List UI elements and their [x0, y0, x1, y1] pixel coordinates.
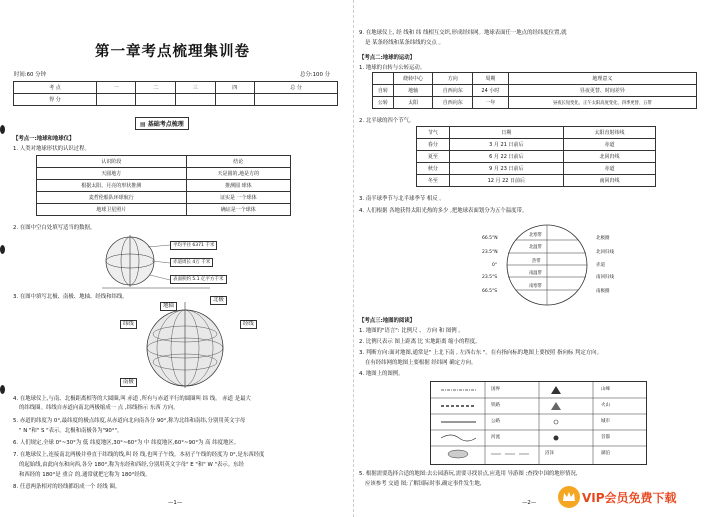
- zone-label: 北寒带: [529, 233, 542, 238]
- question-4: 4. 在地球仪上,与南、北极距离相等的大圆圈,叫 赤道 ,所有与赤道平行的圆圈叫 纬 线。 赤道 是最大: [13, 396, 251, 402]
- topic-heading: 【考点三:地图的阅读】: [359, 318, 416, 324]
- question-5-cont: " N "和" S "表示。北极和南极各为"90°"。: [19, 428, 123, 434]
- legend-label: 河流: [491, 435, 500, 440]
- map-legend-grid: [430, 381, 647, 465]
- question-5-cont: 应该参考 交通 图;了解国际时事,确定事件发生地,: [365, 481, 482, 487]
- vip-download-badge[interactable]: [552, 480, 708, 514]
- question-1: 1. 人类对地球形状的认识过程。: [13, 146, 90, 152]
- crown-icon: [558, 486, 580, 508]
- shape-history-table: 认识阶段 结论 天圆地方 天是圆的,地是方的 根据太阳、月亮的形状推测 推测圆 球体 麦哲伦船队环球航行 证实是 一个球体 地球卫星照片 确证是一个球体: [36, 155, 291, 216]
- diagram-label: 纬线: [120, 320, 137, 329]
- diagram-label: 地轴: [160, 302, 177, 311]
- solar-terms-table: 节气 日期 太阳直射纬线 春分 3 月 21 日前后 赤道 夏至 6 月 22 日前后 北回归线 秋分 9 月 23 日前后 赤道 冬至 12 月 22 日前后 南回归线: [416, 126, 656, 187]
- page-number: —2—: [522, 500, 537, 506]
- page-title: 第一章考点梳理集训卷: [95, 43, 250, 60]
- circle-label: 北回归线: [596, 250, 614, 255]
- zone-label: 南寒带: [529, 284, 542, 289]
- question-3-cont: 在有经纬网的地图上要根据 经纬网 确定方向。: [365, 360, 477, 366]
- question-4-cont: 的纬线圈。纬线自赤道向南北两极缩成一 点 ,纬线指示 东西 方向。: [19, 405, 179, 411]
- question-5: 5. 赤道的纬度为 0°,最纬度的极点纬度,从赤道向北向南各分 90°,称为北纬和南纬,分别用英文字母: [13, 418, 246, 424]
- zone-label: 南温带: [529, 271, 542, 276]
- score-header: 一: [96, 82, 136, 94]
- page-number: —1—: [168, 500, 183, 506]
- latitude-label: 66.5°N: [482, 236, 498, 241]
- legend-label: 公路: [491, 419, 500, 424]
- diagram-label: 北极: [210, 296, 227, 305]
- latitude-label: 23.5°S: [482, 275, 498, 280]
- earth-motion-table: 绕转中心 方向 周期 地理意义 自转 地轴 自西向东 24 小时 昼夜更替、时间差异 公转 太阳 自西向东 一年 昼夜长短变化、正午太阳高度变化、四季更替、五带: [372, 72, 697, 109]
- question-1: 1. 地图的"语言": 比例尺 、 方向 和 图例 。: [359, 328, 464, 334]
- question-1: 1. 地球的自转与公转运动。: [359, 65, 426, 71]
- latitude-label: 66.5°S: [482, 289, 498, 294]
- question-2: 2. 比例尺表示 图上距离 比 实地距离 缩小的程度。: [359, 339, 481, 345]
- legend-label: 山峰: [601, 387, 610, 392]
- latitude-label: 0°: [492, 263, 498, 268]
- binding-hole: [0, 125, 5, 134]
- globe-label: 表面积约 5.1 亿平方千米: [170, 275, 227, 284]
- question-5: 5. 根据需要选择合适的地图:去公园游玩,需要寻找景点,应选用 导游图 ;查找中国的地形情况,: [359, 471, 578, 477]
- globe-grid-diagram: [125, 300, 245, 390]
- question-9-cont: 是 某条经线和某条纬线的交点 。: [365, 40, 444, 46]
- book-icon: ▤: [140, 121, 146, 128]
- binding-hole: [0, 245, 5, 254]
- score-row-label: 得 分: [14, 94, 97, 106]
- section-banner: ▤ 基础考点梳理: [135, 117, 189, 130]
- legend-label: 沼泽: [545, 451, 554, 456]
- topic-heading: 【考点一:地球和地球仪】: [13, 136, 75, 142]
- diagram-label: 经线: [240, 320, 257, 329]
- binding-hole: [0, 385, 5, 394]
- vip-download-label: VIP会员免费下载: [582, 490, 677, 505]
- globe-label: 平均半径 6371 千米: [170, 241, 217, 250]
- zone-label: 热带: [532, 259, 541, 264]
- total-score: 总分:100 分: [300, 72, 330, 78]
- legend-label: 铁路: [491, 403, 500, 408]
- question-4: 4. 地图上的图例。: [359, 371, 404, 377]
- question-7-cont: 的起始线,由此向东和向西,各分 180°,称为东经和西经,分别用英文字母" E "和" W "表示。东经: [19, 462, 244, 468]
- circle-label: 南回归线: [596, 275, 614, 280]
- legend-label: 城市: [601, 419, 610, 424]
- question-2: 2. 北半球的四个节气。: [359, 118, 415, 124]
- score-table: [13, 81, 338, 106]
- question-8: 8. 任意两条相对的经线都组成一个 经线 圈。: [13, 484, 121, 490]
- latitude-label: 23.5°N: [482, 250, 498, 255]
- question-3: 3. 南半球季节与北半球季节 相反 。: [359, 196, 445, 202]
- topic-heading: 【考点二:地球的运动】: [359, 55, 416, 61]
- question-7: 7. 在地球仪上,连接南北两极并垂直于纬线的线,叫 经 线,也叫子午线。本初子午线的经度为 0°,是东西经度: [13, 452, 265, 458]
- legend-label: 首都: [601, 435, 610, 440]
- legend-label: 国界: [491, 387, 500, 392]
- legend-label: 火山: [601, 403, 610, 408]
- circle-label: 北极圈: [596, 236, 610, 241]
- question-9: 9. 在地球仪上, 经 线和 纬 线相互交织,形成经纬网。地球表面任一地点的经纬度位置,就: [359, 30, 567, 36]
- score-header: 三: [175, 82, 215, 94]
- question-3: 3. 判断方向:面对地图,通常是" 上北下南 , 左西右东 "。在有指向标的地图上要按照 指向标 判定方向。: [359, 350, 602, 356]
- question-7-cont: 和西经的 180°是 重合 的,通常就把它称为 180°经线。: [19, 472, 151, 478]
- globe-label: 赤道周长 4万 千米: [170, 258, 213, 267]
- question-3: 3. 在图中填写北极、南极、地轴、经线和纬线。: [13, 294, 128, 300]
- score-header: 考 点: [14, 82, 97, 94]
- question-2: 2. 在图中空白处填写适当的数据。: [13, 225, 96, 231]
- score-header: 二: [136, 82, 176, 94]
- right-page: [354, 0, 708, 517]
- time-limit: 时间:60 分钟: [14, 72, 46, 78]
- question-4: 4. 人们根据 各地获得太阳光热的多少 ,把地球表面划分为五个温度带。: [359, 208, 528, 214]
- question-6: 6. 人们规定,全球 0°~30°为 低 纬度地区,30°~60°为 中 纬度地区,60°~90°为 高 纬度地区。: [13, 440, 240, 446]
- score-header: 四: [215, 82, 255, 94]
- temperature-zone-diagram: [502, 220, 592, 310]
- circle-label: 南极圈: [596, 289, 610, 294]
- score-header: 总 分: [255, 82, 338, 94]
- zone-label: 北温带: [529, 245, 542, 250]
- diagram-label: 南极: [120, 378, 137, 387]
- circle-label: 赤道: [596, 263, 605, 268]
- legend-label: 湖泊: [601, 451, 610, 456]
